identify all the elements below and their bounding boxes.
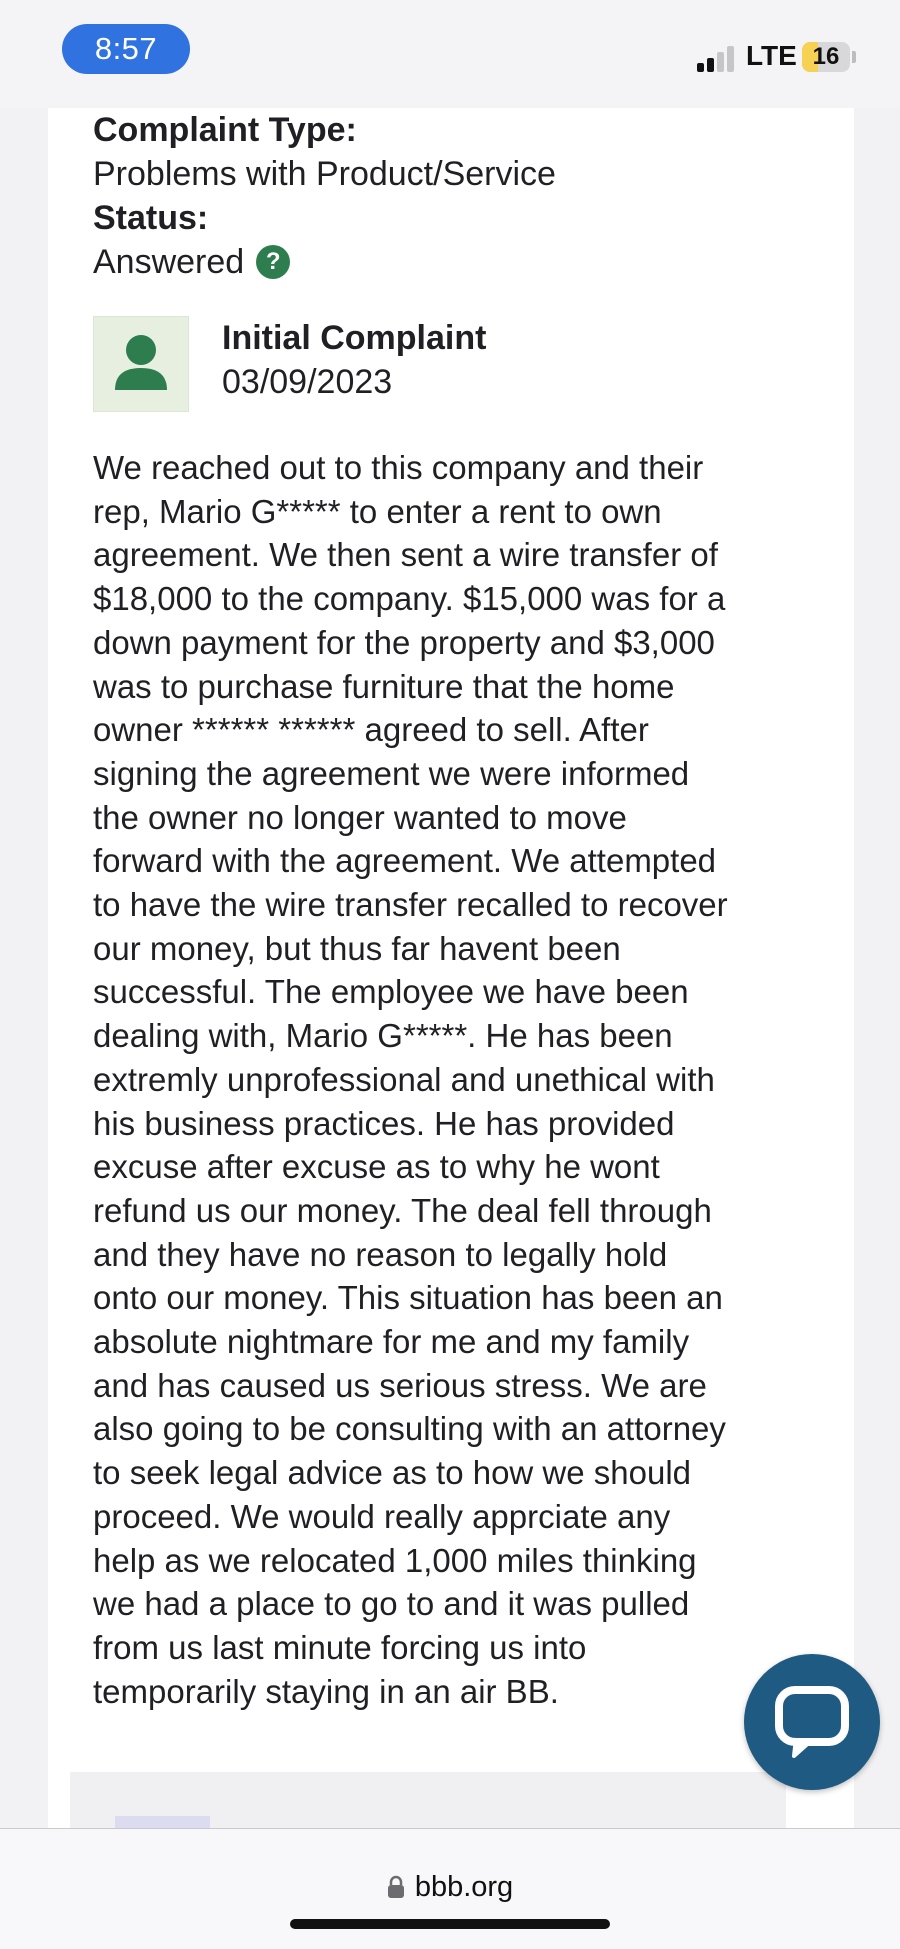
complaint-header-text bbox=[222, 316, 486, 404]
complaint-line: down payment for the property and $3,000 bbox=[93, 623, 715, 661]
complaint-line: excuse after excuse as to why he wont bbox=[93, 1148, 660, 1186]
battery-icon bbox=[802, 42, 850, 72]
complaint-line: We reached out to this company and their bbox=[93, 449, 704, 486]
complaint-date: 03/09/2023 bbox=[222, 363, 393, 401]
complaint-line: proceed. We would really apprciate any bbox=[93, 1497, 671, 1535]
complaint-line: we had a place to go to and it was pulled bbox=[93, 1585, 690, 1623]
complaint-line: his business practices. He has provided bbox=[93, 1104, 675, 1142]
complaint-line: agreement. We then sent a wire transfer of bbox=[93, 536, 718, 574]
complaint-line: was to purchase furniture that the home bbox=[93, 667, 675, 705]
complaint-line: refund us our money. The deal fell through bbox=[93, 1191, 712, 1229]
complaint-line: owner ****** ****** agreed to sell. After bbox=[93, 711, 649, 749]
complaint-line: dealing with, Mario G*****. He has been bbox=[93, 1017, 673, 1055]
status-bar bbox=[0, 0, 900, 108]
complaint-line: to have the wire transfer recalled to recover bbox=[93, 886, 728, 924]
help-icon[interactable]: ? bbox=[256, 245, 290, 279]
cellular-signal-icon bbox=[697, 44, 739, 72]
complaint-line: signing the agreement we were informed bbox=[93, 754, 690, 792]
complaint-line: extremly unprofessional and unethical with bbox=[93, 1060, 715, 1098]
complaint-line: absolute nightmare for me and my family bbox=[93, 1323, 690, 1361]
complaint-line: to seek legal advice as to how we should bbox=[93, 1454, 692, 1492]
complaint-title: Initial Complaint bbox=[222, 319, 487, 357]
status-row bbox=[93, 240, 813, 284]
complaint-line: onto our money. This situation has been an bbox=[93, 1279, 723, 1317]
status-time[interactable]: 8:57 bbox=[62, 24, 190, 74]
lock-icon bbox=[387, 1874, 405, 1907]
status-label: Status: bbox=[93, 199, 209, 237]
complaint-line: help as we relocated 1,000 miles thinking bbox=[93, 1541, 697, 1579]
chat-bubble-icon bbox=[744, 1654, 880, 1790]
complaint-line: from us last minute forcing us into bbox=[93, 1628, 587, 1666]
complaint-type-label: Complaint Type: bbox=[93, 111, 357, 149]
url-bar[interactable] bbox=[0, 1871, 900, 1907]
complaint-type-value: Problems with Product/Service bbox=[93, 155, 556, 193]
complaint-line: forward with the agreement. We attempted bbox=[93, 842, 717, 880]
person-icon bbox=[93, 316, 189, 412]
complaint-details bbox=[93, 108, 813, 284]
home-indicator[interactable] bbox=[290, 1919, 610, 1929]
complaint-line: rep, Mario G***** to enter a rent to own bbox=[93, 492, 662, 530]
chat-button[interactable] bbox=[744, 1654, 880, 1790]
complaint-line: our money, but thus far havent been bbox=[93, 929, 621, 967]
business-response-card bbox=[70, 1772, 786, 1832]
complaint-line: the owner no longer wanted to move bbox=[93, 798, 627, 836]
complaint-line: successful. The employee we have been bbox=[93, 973, 689, 1011]
complaint-body bbox=[93, 446, 813, 1713]
initial-complaint-header bbox=[93, 316, 813, 410]
complaint-line: and has caused us serious stress. We are bbox=[93, 1366, 707, 1404]
complaint-line: $18,000 to the company. $15,000 was for a bbox=[93, 580, 726, 618]
url-text: bbb.org bbox=[414, 1871, 514, 1903]
complaint-line: temporarily staying in an air BB. bbox=[93, 1672, 559, 1710]
battery-tip bbox=[852, 51, 856, 63]
battery-level: 16 bbox=[812, 43, 840, 70]
complaint-line: and they have no reason to legally hold bbox=[93, 1235, 668, 1273]
browser-bottom-bar bbox=[0, 1828, 900, 1949]
complaint-line: also going to be consulting with an attorney bbox=[93, 1410, 726, 1448]
network-type: LTE bbox=[746, 40, 797, 71]
status-value: Answered bbox=[93, 243, 245, 281]
